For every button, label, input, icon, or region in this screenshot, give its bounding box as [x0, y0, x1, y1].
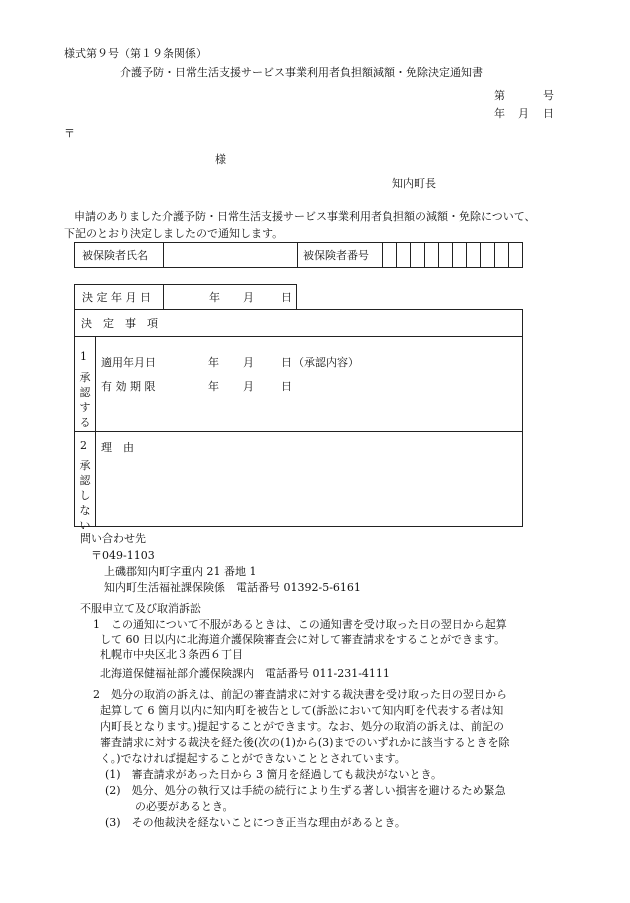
approve-number: 1 — [80, 350, 87, 363]
appeal-item-1: (1) 審査請求があった日から 3 箇月を経過しても裁決がないとき。 — [105, 768, 443, 781]
insured-number-digit[interactable] — [424, 243, 438, 267]
deny-vertical-label: 承 認 し な い — [79, 459, 91, 532]
insured-number-digit[interactable] — [382, 243, 396, 267]
insured-number-digit[interactable] — [480, 243, 494, 267]
appeal-p1-line3: 札幌市中央区北３条西６丁目 — [100, 648, 243, 661]
validity-nen: 年 — [208, 380, 219, 393]
insured-number-digit[interactable] — [508, 243, 522, 267]
insured-number-digit[interactable] — [494, 243, 508, 267]
date-tsuki: 月 — [518, 107, 529, 120]
appeal-p2-line2: 起算して 6 箇月以内に知内町を被告として(訴訟において知内町を代表する者は知 — [100, 704, 504, 717]
divider — [163, 285, 164, 309]
apply-date-hi: 日 — [281, 356, 292, 369]
contact-address: 上磯郡知内町字重内 21 番地 1 — [104, 565, 257, 578]
validity-hi: 日 — [281, 380, 292, 393]
insured-number-digit[interactable] — [410, 243, 424, 267]
insured-name-label: 被保険者氏名 — [82, 249, 148, 262]
appeal-item-2-line2: の必要があるとき。 — [135, 800, 234, 813]
ref-go: 号 — [543, 89, 554, 102]
appeal-item-2-line1: (2) 処分、処分の執行又は手続の続行により生ずる著しい損害を避けるため緊急 — [105, 784, 506, 797]
approve-vertical-label: 承 認 す る — [79, 371, 91, 429]
appeal-p1-line4: 北海道保健福祉部介護保険課内 電話番号 011-231-4111 — [100, 667, 390, 680]
divider — [74, 431, 523, 432]
apply-date-nen: 年 — [208, 356, 219, 369]
insured-number-digit[interactable] — [396, 243, 410, 267]
insured-number-digit[interactable] — [438, 243, 452, 267]
contact-heading: 問い合わせ先 — [80, 532, 146, 545]
divider — [95, 336, 96, 526]
divider — [163, 243, 164, 267]
divider — [297, 243, 298, 267]
insured-name-field[interactable] — [169, 245, 297, 265]
deny-number: 2 — [80, 439, 87, 452]
decision-items-box — [74, 309, 523, 527]
insured-info-table — [74, 242, 523, 268]
document-title: 介護予防・日常生活支援サービス事業利用者負担額減額・免除決定通知書 — [120, 66, 483, 79]
appeal-p2-line5: く。)でなければ提起することができないこととされています。 — [100, 752, 406, 765]
honorific-sama: 様 — [215, 153, 226, 166]
validity-label: 有 効 期 限 — [101, 380, 156, 393]
appeal-p2-line1: 2 処分の取消の訴えは、前記の審査請求に対する裁決書を受け取った日の翌日から — [93, 688, 507, 701]
apply-date-tsuki: 月 — [243, 356, 254, 369]
postal-mark: 〒 — [64, 127, 75, 140]
ref-dai: 第 — [494, 89, 505, 102]
issuer: 知内町長 — [392, 177, 436, 190]
decision-date-label: 決 定 年 月 日 — [82, 291, 151, 304]
divider — [74, 336, 523, 337]
appeal-item-3: (3) その他裁決を経ないことにつき正当な理由があるとき。 — [105, 816, 406, 829]
contact-postal: 〒049-1103 — [91, 549, 155, 562]
insured-number-label: 被保険者番号 — [303, 249, 369, 262]
approval-content-label: （承認内容） — [293, 356, 359, 369]
form-number: 様式第９号（第１９条関係） — [64, 47, 207, 60]
apply-date-label: 適用年月日 — [101, 356, 156, 369]
contact-dept: 知内町生活福祉課保険係 電話番号 01392-5-6161 — [104, 581, 361, 594]
intro-line-1: 申請のありました介護予防・日常生活支援サービス事業利用者負担額の減額・免除について、 — [74, 210, 536, 223]
date-nen: 年 — [494, 107, 505, 120]
decision-date-hi: 日 — [281, 291, 292, 304]
validity-tsuki: 月 — [243, 380, 254, 393]
intro-line-2: 下記のとおり決定しましたので通知します。 — [64, 227, 284, 240]
appeal-p1-line2: して 60 日以内に北海道介護保険審査会に対して審査請求をすることができます。 — [100, 633, 506, 646]
appeal-heading: 不服申立て及び取消訴訟 — [80, 602, 201, 615]
decision-date-tsuki: 月 — [243, 291, 254, 304]
insured-number-digit[interactable] — [452, 243, 466, 267]
appeal-p2-line4: 審査請求に対する裁決を経た後(次の(1)から(3)までのいずれかに該当するときを除 — [100, 736, 510, 749]
reason-label: 理 由 — [101, 441, 134, 454]
insured-number-digit[interactable] — [466, 243, 480, 267]
decision-date-row — [74, 284, 297, 310]
decision-date-nen: 年 — [209, 291, 220, 304]
date-hi: 日 — [543, 107, 554, 120]
appeal-p2-line3: 内町長となります。)提起することができます。なお、処分の取消の訴えは、前記の — [100, 720, 505, 733]
appeal-p1-line1: 1 この通知について不服があるときは、この通知書を受け取った日の翌日から起算 — [93, 618, 507, 631]
decision-items-label: 決 定 事 項 — [81, 317, 158, 330]
